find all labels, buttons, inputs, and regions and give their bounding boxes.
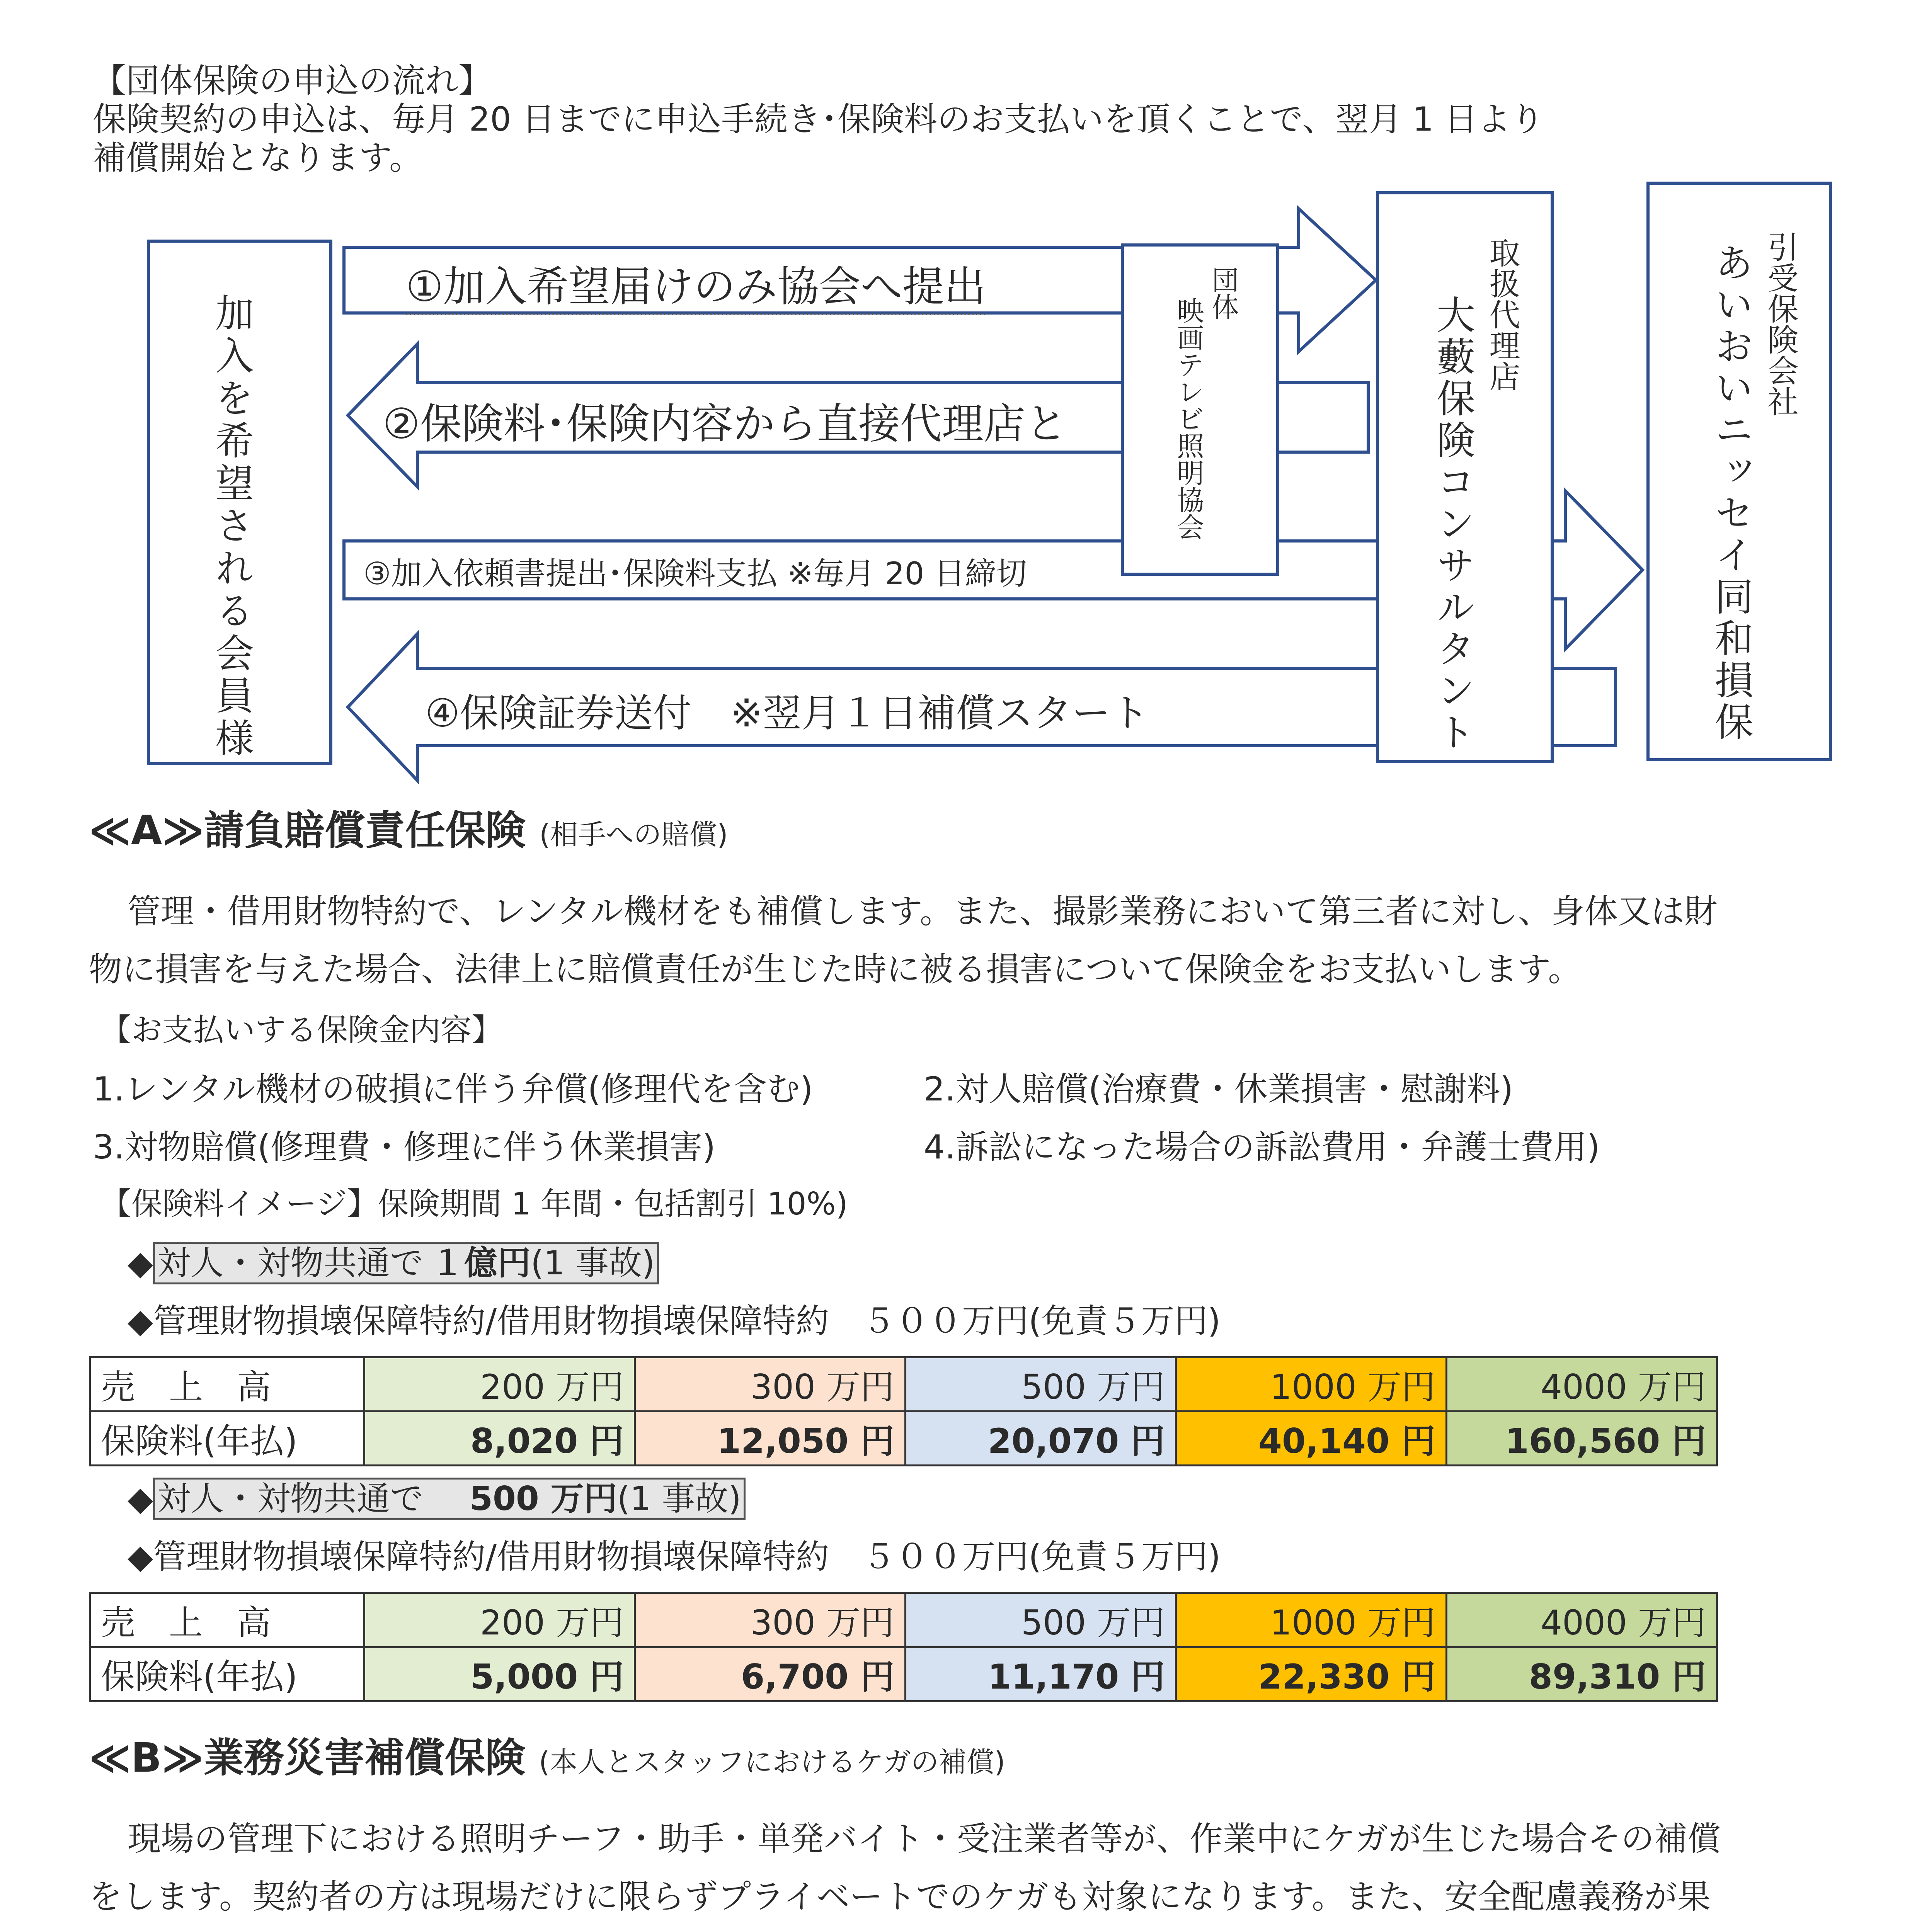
flow-step4-label: ④保険証券送付 ※翌月１日補償スタート xyxy=(425,690,1149,736)
plan2-limit-row xyxy=(128,1480,746,1518)
association-name: 映画テレビ照明協会 xyxy=(1173,297,1204,540)
plan2-limit-pre: 対人・対物共通で xyxy=(157,1480,424,1518)
flow-heading: 【団体保険の申込の流れ】 xyxy=(93,61,492,100)
section-a-title-row xyxy=(89,808,728,854)
plan1-rider: ◆管理財物損壊保障特約/借用財物損壊保障特約 ５００万円(免責５万円) xyxy=(128,1302,1221,1340)
flow-intro-line2: 補償開始となります。 xyxy=(93,139,423,177)
plan2-price-table xyxy=(89,1592,1718,1702)
plan2-sales-5: 4000 万円 xyxy=(1447,1593,1717,1647)
plan1-row2-label: 保険料(年払) xyxy=(90,1412,364,1466)
plan1-limit-box xyxy=(153,1242,659,1284)
section-a-item-1: 1.レンタル機材の破損に伴う弁償(修理代を含む) xyxy=(93,1070,813,1109)
agent-name: 大藪保険コンサルタント xyxy=(1430,295,1475,754)
plan2-sales-4: 1000 万円 xyxy=(1176,1593,1447,1647)
section-a-desc-line2: 物に損害を与えた場合、法律上に賠償責任が生じた時に被る損害について保険金をお支払いします。 xyxy=(89,950,1582,989)
plan2-limit-amount: 500 万円 xyxy=(470,1480,617,1518)
plan1-premium-3: 20,070 円 xyxy=(906,1412,1176,1466)
section-a-payout-heading: 【お支払いする保険金内容】 xyxy=(100,1012,502,1048)
section-b-title: ≪B≫業務災害補償保険 xyxy=(89,1734,526,1781)
flow-step3-label: ③加入依頼書提出･保険料支払 ※毎月 20 日締切 xyxy=(363,556,1027,592)
plan2-premium-2: 6,700 円 xyxy=(635,1647,906,1701)
plan2-sales-3: 500 万円 xyxy=(906,1593,1176,1647)
section-a-title: ≪A≫請負賠償責任保険 xyxy=(89,807,526,854)
plan1-premium-2: 12,050 円 xyxy=(635,1412,906,1466)
plan2-sales-1: 200 万円 xyxy=(364,1593,635,1647)
plan1-limit-post: (1 事故) xyxy=(531,1244,655,1282)
section-b-subtitle: (本人とスタッフにおけるケガの補償) xyxy=(539,1746,1005,1778)
insurer-label-small: 引受保険会社 xyxy=(1762,231,1798,417)
plan1-sales-2: 300 万円 xyxy=(635,1357,906,1412)
plan2-premium-1: 5,000 円 xyxy=(364,1647,635,1701)
flow-intro-line1: 保険契約の申込は、毎月 20 日までに申込手続き･保険料のお支払いを頂くことで、翌月 1 日より xyxy=(93,100,1544,139)
plan1-sales-1: 200 万円 xyxy=(364,1357,635,1412)
section-a-item-4: 4.訴訟になった場合の訴訟費用・弁護士費用) xyxy=(924,1128,1600,1167)
plan2-premium-5: 89,310 円 xyxy=(1447,1647,1717,1701)
section-b-desc-line1: 現場の管理下における照明チーフ・助手・単発バイト・受注業者等が、作業中にケガが生じた場合その補償 xyxy=(128,1820,1721,1858)
plan2-rider: ◆管理財物損壊保障特約/借用財物損壊保障特約 ５００万円(免責５万円) xyxy=(128,1537,1221,1576)
plan1-price-table xyxy=(89,1356,1718,1466)
association-box xyxy=(1121,243,1279,576)
plan2-limit-box xyxy=(153,1478,746,1520)
plan2-premium-3: 11,170 円 xyxy=(906,1647,1176,1701)
plan2-sales-2: 300 万円 xyxy=(635,1593,906,1647)
member-box-label: 加入を希望される会員様 xyxy=(209,293,254,760)
plan2-limit-post: (1 事故) xyxy=(617,1480,741,1518)
section-a-item-3: 3.対物賠償(修理費・修理に伴う休業損害) xyxy=(93,1128,716,1167)
section-a-item-2: 2.対人賠償(治療費・休業損害・慰謝料) xyxy=(924,1070,1514,1109)
plan1-sales-4: 1000 万円 xyxy=(1176,1357,1447,1412)
section-a-desc-line1: 管理・借用財物特約で、レンタル機材をも補償します。また、撮影業務において第三者に対し、身体又は財 xyxy=(128,892,1718,931)
insurer-name: あいおいニッセイ同和損保 xyxy=(1708,243,1754,743)
flow-step1-label: ①加入希望届けのみ協会へ提出 xyxy=(406,253,986,315)
plan1-row1-label: 売 上 高 xyxy=(90,1357,364,1412)
table-row xyxy=(90,1593,1717,1647)
plan1-sales-5: 4000 万円 xyxy=(1447,1357,1717,1412)
agent-box xyxy=(1376,191,1554,763)
plan1-limit-amount: １億円 xyxy=(431,1244,531,1282)
section-b-title-row xyxy=(89,1735,1005,1781)
plan2-row2-label: 保険料(年払) xyxy=(90,1647,364,1701)
member-box xyxy=(147,240,332,765)
plan1-limit-row xyxy=(128,1244,659,1282)
insurer-box xyxy=(1646,182,1832,761)
agent-label-small: 取扱代理店 xyxy=(1484,237,1520,391)
section-a-premium-heading: 【保険料イメージ】保険期間 1 年間・包括割引 10%) xyxy=(100,1186,848,1222)
table-row xyxy=(90,1647,1717,1701)
section-a-subtitle: (相手への賠償) xyxy=(539,818,728,851)
plan1-premium-1: 8,020 円 xyxy=(364,1412,635,1466)
plan2-row1-label: 売 上 高 xyxy=(90,1593,364,1647)
plan1-premium-4: 40,140 円 xyxy=(1176,1412,1447,1466)
plan1-bullet: ◆ xyxy=(128,1244,153,1282)
section-b-desc-line2: をします。契約者の方は現場だけに限らずプライベートでのケガも対象になります。また、安全配慮義務が果 xyxy=(89,1878,1711,1916)
association-label-small: 団体 xyxy=(1207,266,1239,320)
plan2-bullet: ◆ xyxy=(128,1480,153,1518)
plan1-sales-3: 500 万円 xyxy=(906,1357,1176,1412)
plan1-premium-5: 160,560 円 xyxy=(1447,1412,1717,1466)
table-row xyxy=(90,1357,1717,1412)
table-row xyxy=(90,1412,1717,1466)
plan2-premium-4: 22,330 円 xyxy=(1176,1647,1447,1701)
plan1-limit-pre: 対人・対物共通で xyxy=(157,1244,424,1282)
flow-step2-label: ②保険料･保険内容から直接代理店と xyxy=(383,400,1067,448)
